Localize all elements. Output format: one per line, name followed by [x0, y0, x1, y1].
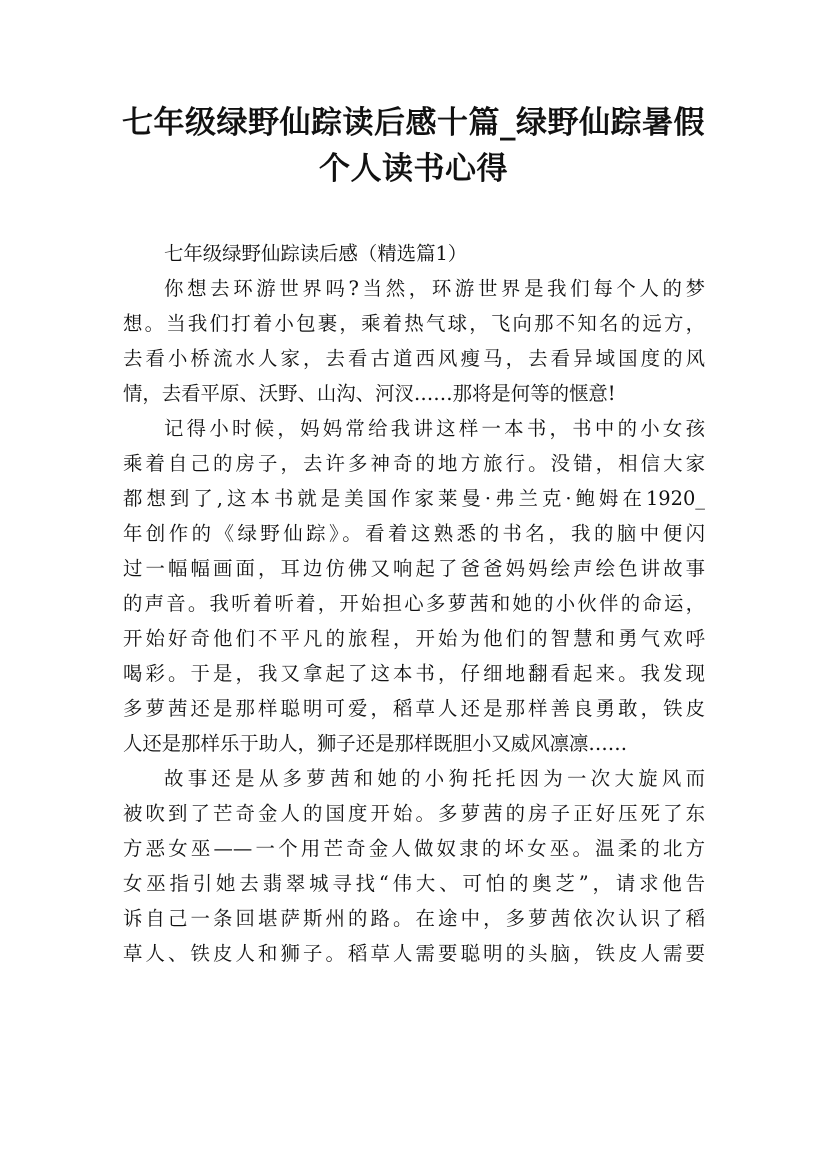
title-line: 七年级绿野仙踪读后感十篇_绿野仙踪暑假 — [122, 105, 705, 141]
paragraph-line: 开始好奇他们不平凡的旅程，开始为他们的智慧和勇气欢呼 — [123, 627, 705, 650]
paragraph-line: 草人、铁皮人和狮子。稻草人需要聪明的头脑，铁皮人需要 — [123, 942, 705, 965]
paragraph-line: 人还是那样乐于助人，狮子还是那样既胆小又威风凛凛…… — [123, 732, 628, 755]
section-heading: 七年级绿野仙踪读后感（精选篇1） — [164, 242, 468, 265]
paragraph-line: 情，去看平原、沃野、山沟、河汊……那将是何等的惬意! — [123, 382, 616, 405]
paragraph-line: 多萝茜还是那样聪明可爱，稻草人还是那样善良勇敢，铁皮 — [123, 697, 705, 720]
paragraph-line: 女巫指引她去翡翠城寻找“伟大、可怕的奥芝”，请求他告 — [123, 872, 705, 895]
paragraph-line: 年创作的《绿野仙踪》。看着这熟悉的书名，我的脑中便闪 — [123, 522, 705, 545]
paragraph-line: 喝彩。于是，我又拿起了这本书，仔细地翻看起来。我发现 — [123, 662, 705, 685]
paragraph-line: 诉自己一条回堪萨斯州的路。在途中，多萝茜依次认识了稻 — [123, 907, 705, 930]
paragraph-line: 过一幅幅画面，耳边仿佛又响起了爸爸妈妈绘声绘色讲故事 — [123, 557, 705, 580]
paragraph-line: 乘着自己的房子，去许多神奇的地方旅行。没错，相信大家 — [123, 452, 705, 475]
paragraph-line: 你想去环游世界吗?当然，环游世界是我们每个人的梦 — [164, 277, 705, 300]
title-line: 个人读书心得 — [319, 151, 508, 187]
paragraph-line: 的声音。我听着听着，开始担心多萝茜和她的小伙伴的命运， — [123, 592, 705, 615]
document-body — [123, 236, 705, 971]
paragraph-line: 被吹到了芒奇金人的国度开始。多萝茜的房子正好压死了东 — [123, 802, 705, 825]
paragraph-line: 方恶女巫——一个用芒奇金人做奴隶的坏女巫。温柔的北方 — [123, 837, 705, 860]
paragraph-line: 故事还是从多萝茜和她的小狗托托因为一次大旋风而 — [164, 767, 705, 790]
paragraph-line: 去看小桥流水人家，去看古道西风瘦马，去看异域国度的风 — [123, 347, 705, 370]
document-title — [100, 100, 727, 192]
paragraph-line: 都想到了,这本书就是美国作家莱曼·弗兰克·鲍姆在1920_ — [123, 487, 705, 510]
paragraph-line: 想。当我们打着小包裹，乘着热气球，飞向那不知名的远方， — [123, 312, 705, 335]
paragraph-line: 记得小时候，妈妈常给我讲这样一本书，书中的小女孩 — [164, 417, 705, 440]
